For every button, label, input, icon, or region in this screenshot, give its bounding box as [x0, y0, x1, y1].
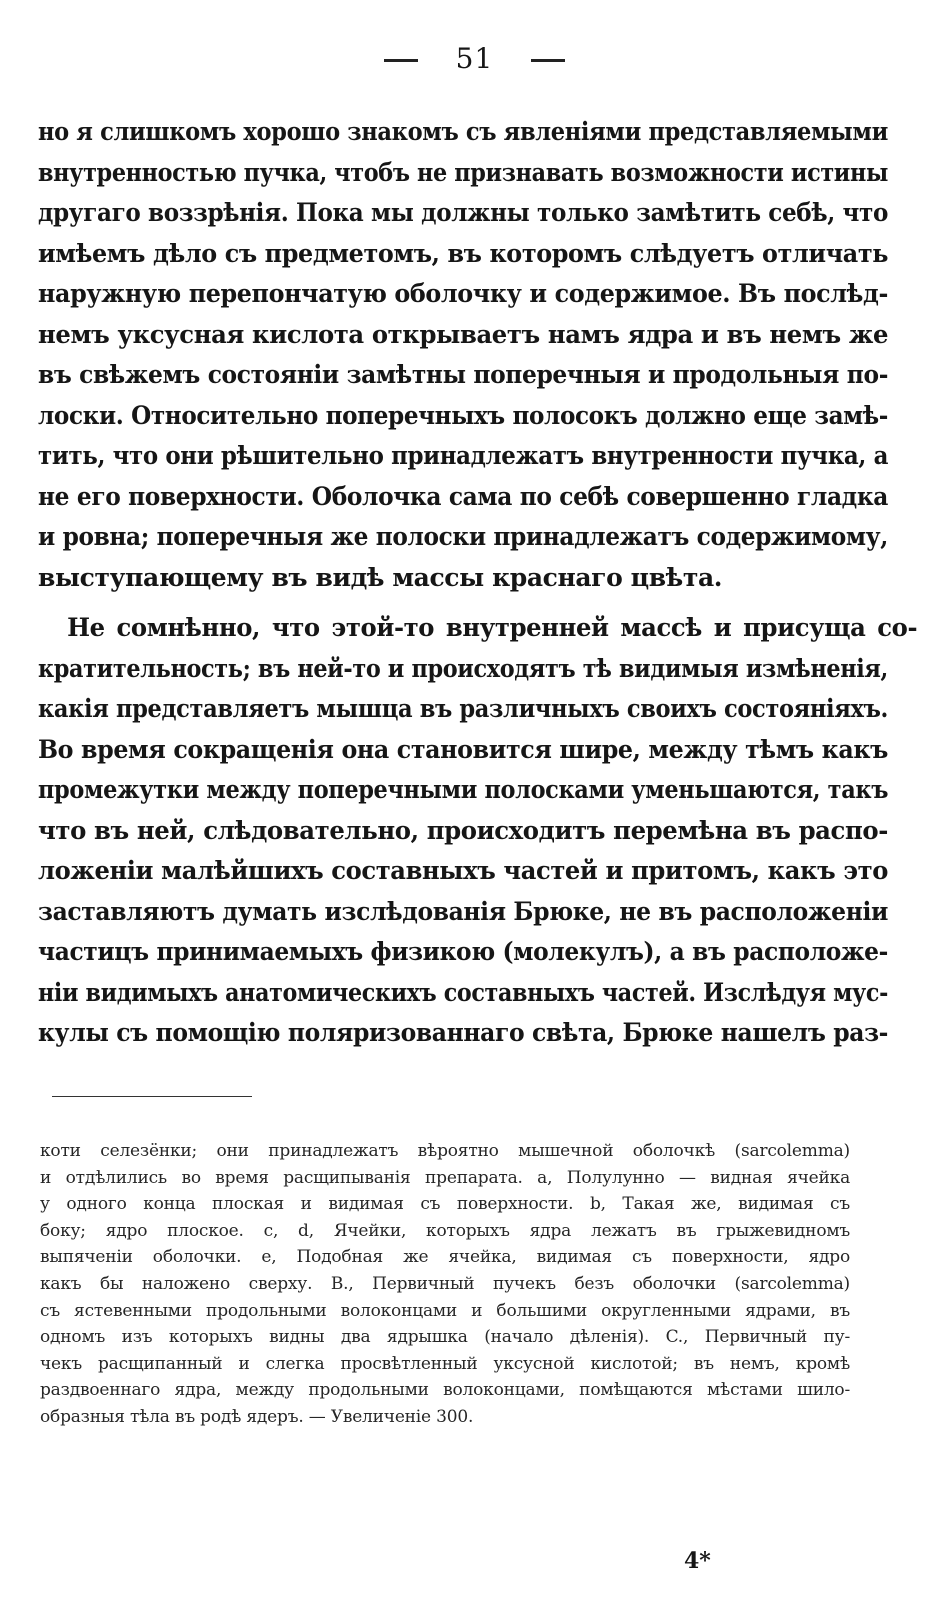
text-line: выступающему въ видѣ массы краснаго цвѣта.	[38, 562, 723, 592]
text-line: промежутки между поперечными полосками уменьшаются, такъ	[38, 775, 889, 804]
text-line: не его поверхности. Оболочка сама по себѣ совершенно гладка	[38, 481, 889, 511]
right-dash	[531, 59, 565, 62]
text-line: немъ уксусная кислота открываетъ намъ ядра и въ немъ же	[38, 319, 889, 349]
text-line: ніи видимыхъ анатомическихъ составныхъ частей. Изслѣдуя мус-	[38, 977, 888, 1007]
paragraph-2	[38, 608, 918, 1054]
text-line: но я слишкомъ хорошо знакомъ съ явленіями представляемыми	[38, 117, 888, 146]
footnote	[40, 1138, 850, 1431]
footnote-line: съ ястевенными продольными волоконцами и большими округленными ядрами, въ	[40, 1300, 850, 1321]
text-line: имѣемъ дѣло съ предметомъ, въ которомъ слѣдуетъ отличать	[38, 238, 889, 268]
text-line: въ свѣжемъ состояніи замѣтны поперечныя и продольныя по-	[38, 360, 889, 389]
footnote-line: одномъ изъ которыхъ видны два ядрышка (начало дѣленія). C., Первичный пу-	[40, 1327, 850, 1348]
text-line: частицъ принимаемыхъ физикою (молекулъ), а въ расположе-	[38, 937, 888, 966]
page-number: 51	[455, 42, 494, 75]
text-line: внутренностью пучка, чтобъ не признавать возможности истины	[38, 157, 889, 187]
text-line: какія представляетъ мышца въ различныхъ своихъ состояніяхъ.	[38, 694, 889, 723]
text-line: кратительность; въ ней-то и происходятъ тѣ видимыя измѣненія,	[38, 653, 888, 683]
footnote-line: раздвоеннаго ядра, между продольными волоконцами, помѣщаются мѣстами шило-	[40, 1380, 850, 1401]
text-line: заставляютъ думать изслѣдованія Брюке, не въ расположеніи	[38, 896, 888, 926]
text-line: другаго воззрѣнія. Пока мы должны только замѣтить себѣ, что	[38, 198, 889, 227]
text-line: ложеніи малѣйшихъ составныхъ частей и притомъ, какъ это	[38, 856, 889, 885]
text-line: что въ ней, слѣдовательно, происходитъ перемѣна въ распо-	[38, 815, 888, 845]
footnote-line: какъ бы наложено сверху. B., Первичный пучекъ безъ оболочки (sarcolemma)	[40, 1273, 850, 1294]
text-line: лоски. Относительно поперечныхъ полосокъ должно еще замѣ-	[38, 400, 888, 430]
page-number-header	[0, 42, 949, 75]
footnote-line: и отдѣлились во время расщипыванія препарата. a, Полулунно — видная ячейка	[40, 1167, 850, 1188]
footnote-line: выпяченіи оболочки. e, Подобная же ячейка, видимая съ поверхности, ядро	[40, 1247, 850, 1268]
text-line: тить, что они рѣшительно принадлежатъ внутренности пучка, а	[38, 441, 889, 470]
footnote-line: образныя тѣла въ родѣ ядеръ. — Увеличеніе 300.	[40, 1406, 474, 1427]
main-text	[38, 112, 918, 1054]
text-line: кулы съ помощію поляризованнаго свѣта, Брюке нашелъ раз-	[38, 1018, 889, 1047]
text-line: Не сомнѣнно, что этой-то внутренней массѣ и присуща со-	[67, 613, 918, 642]
text-line: наружную перепончатую оболочку и содержимое. Въ послѣд-	[38, 279, 889, 308]
footnote-line: боку; ядро плоское. c, d, Ячейки, которыхъ ядра лежатъ въ грыжевидномъ	[40, 1220, 850, 1241]
text-line: и ровна; поперечныя же полоски принадлежатъ содержимому,	[38, 522, 888, 551]
footnote-line: чекъ расщипанный и слегка просвѣтленный уксусной кислотой; въ немъ, кромѣ	[40, 1353, 850, 1374]
paragraph-1	[38, 112, 888, 598]
footnote-line: коти селезёнки; они принадлежатъ вѣроятно мышечной оболочкѣ (sarcolemma)	[40, 1141, 850, 1161]
text-line: Во время сокращенія она становится шире, между тѣмъ какъ	[38, 734, 888, 764]
footnote-rule	[52, 1096, 252, 1097]
signature-mark: 4*	[684, 1548, 711, 1574]
footnote-line: у одного конца плоская и видимая съ поверхности. b, Такая же, видимая съ	[40, 1194, 850, 1215]
left-dash	[384, 59, 418, 62]
